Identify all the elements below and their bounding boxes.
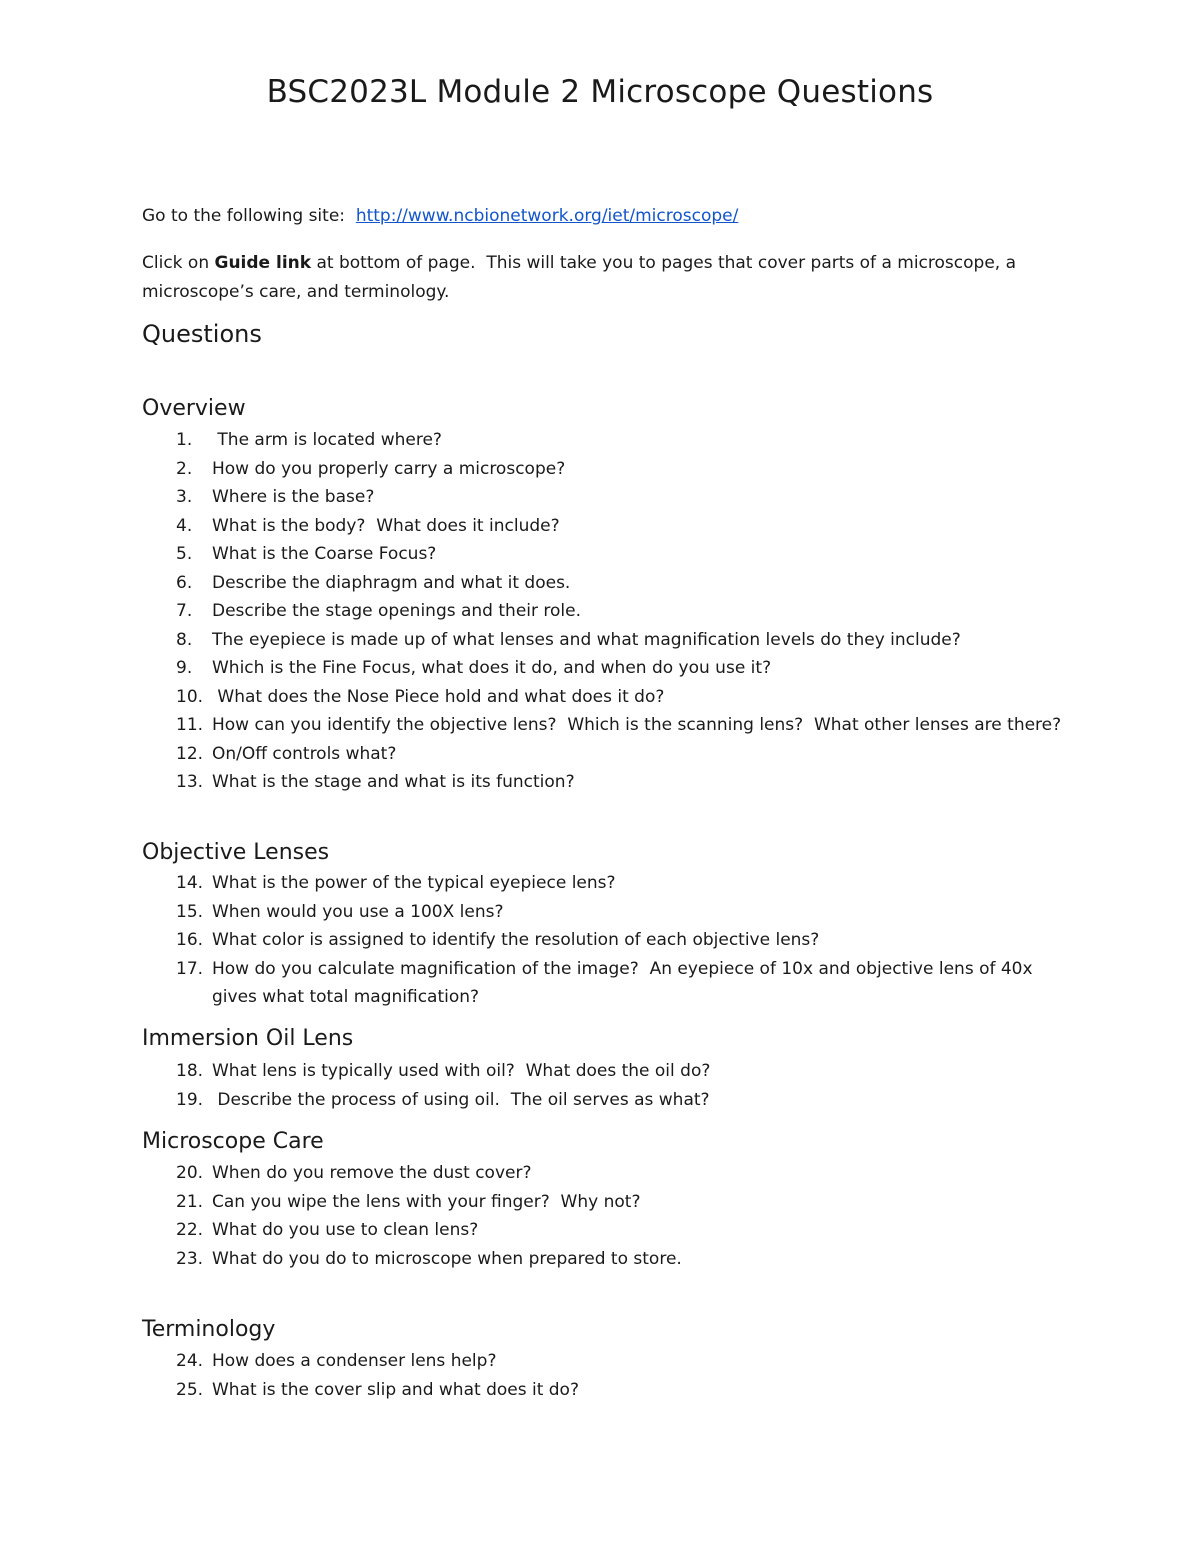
question-number: 13.	[176, 772, 204, 792]
question-number: 12.	[176, 743, 204, 764]
question-item	[176, 1057, 1066, 1086]
question-text: Which is the Fine Focus, what does it do, and when do you use it?	[212, 658, 772, 678]
section-heading-objective-lenses: Objective Lenses	[142, 840, 330, 865]
question-text: What do you do to microscope when prepared to store.	[212, 1248, 682, 1269]
question-number: 8.	[176, 629, 193, 650]
question-item	[176, 683, 1066, 712]
question-number: 17.	[176, 958, 204, 979]
question-item	[176, 540, 1066, 569]
question-list-microscope-care	[176, 1159, 1066, 1273]
intro-click-paragraph	[142, 249, 1062, 307]
question-number: 5.	[176, 544, 193, 564]
question-item	[176, 597, 1066, 626]
microscope-site-link[interactable]: http://www.ncbionetwork.org/iet/microscope/	[355, 206, 739, 226]
question-number: 3.	[176, 487, 193, 507]
question-number: 4.	[176, 515, 193, 536]
question-item	[176, 711, 1066, 740]
question-text: What is the body? What does it include?	[212, 515, 560, 536]
question-item	[176, 1216, 1066, 1245]
question-text: The eyepiece is made up of what lenses and what magnification levels do they include?	[212, 629, 961, 650]
question-number: 18.	[176, 1061, 204, 1081]
question-text: How do you calculate magnification of the image? An eyepiece of 10x and objective lens of 40x gives what total magnification?	[212, 958, 1038, 1007]
question-item	[176, 740, 1066, 769]
question-item	[176, 1188, 1066, 1217]
question-number: 21.	[176, 1191, 204, 1212]
question-number: 24.	[176, 1351, 204, 1371]
question-text: Describe the process of using oil. The oil serves as what?	[212, 1089, 710, 1110]
question-item	[176, 768, 1066, 797]
question-number: 25.	[176, 1379, 204, 1400]
question-item	[176, 455, 1066, 484]
question-item	[176, 569, 1066, 598]
question-number: 14.	[176, 873, 204, 893]
question-number: 6.	[176, 572, 193, 593]
question-item	[176, 1376, 1066, 1405]
question-text: Where is the base?	[212, 487, 375, 507]
question-item	[176, 898, 1066, 927]
question-number: 19.	[176, 1089, 204, 1110]
question-number: 11.	[176, 715, 204, 735]
question-number: 15.	[176, 901, 204, 922]
question-number: 2.	[176, 458, 193, 479]
question-text: What lens is typically used with oil? What does the oil do?	[212, 1061, 711, 1081]
question-text: What color is assigned to identify the resolution of each objective lens?	[212, 930, 820, 950]
question-text: The arm is located where?	[212, 430, 442, 450]
question-item	[176, 926, 1066, 955]
question-number: 1.	[176, 430, 193, 450]
question-list-objective-lenses	[176, 869, 1066, 1012]
section-heading-immersion-oil-lens: Immersion Oil Lens	[142, 1026, 354, 1051]
question-item	[176, 1347, 1066, 1376]
question-text: Describe the stage openings and their role.	[212, 601, 581, 621]
question-text: Can you wipe the lens with your finger? Why not?	[212, 1191, 641, 1212]
question-text: What is the power of the typical eyepiece lens?	[212, 873, 616, 893]
question-item	[176, 1086, 1066, 1115]
question-item	[176, 426, 1066, 455]
section-heading-overview: Overview	[142, 396, 246, 421]
question-number: 20.	[176, 1163, 204, 1183]
question-text: What is the cover slip and what does it do?	[212, 1379, 579, 1400]
question-text: What is the stage and what is its function?	[212, 772, 575, 792]
click-suffix: at bottom of page. This will take you to pages that cover parts of a microscope, a microscope’s care, and terminology.	[142, 253, 1022, 302]
question-text: Describe the diaphragm and what it does.	[212, 572, 571, 593]
question-text: On/Off controls what?	[212, 743, 397, 764]
question-item	[176, 869, 1066, 898]
goto-label: Go to the following site:	[142, 206, 356, 226]
question-text: When would you use a 100X lens?	[212, 901, 504, 922]
question-number: 16.	[176, 930, 204, 950]
question-item	[176, 1159, 1066, 1188]
section-heading-microscope-care: Microscope Care	[142, 1129, 324, 1154]
question-item	[176, 626, 1066, 655]
question-number: 9.	[176, 658, 193, 678]
document-title: BSC2023L Module 2 Microscope Questions	[266, 74, 934, 110]
question-item	[176, 512, 1066, 541]
question-text: How do you properly carry a microscope?	[212, 458, 566, 479]
question-list-overview	[176, 426, 1066, 797]
question-number: 7.	[176, 601, 193, 621]
click-prefix: Click on	[142, 253, 215, 273]
question-text: What does the Nose Piece hold and what does it do?	[212, 686, 665, 707]
question-text: What is the Coarse Focus?	[212, 544, 437, 564]
question-item	[176, 955, 1066, 1012]
intro-goto-paragraph	[142, 202, 1062, 231]
question-item	[176, 1245, 1066, 1274]
question-list-immersion-oil-lens	[176, 1057, 1066, 1114]
question-item	[176, 483, 1066, 512]
guide-link-text: Guide link	[214, 253, 312, 273]
question-number: 10.	[176, 686, 204, 707]
question-text: How does a condenser lens help?	[212, 1351, 497, 1371]
question-list-terminology	[176, 1347, 1066, 1404]
question-item	[176, 654, 1066, 683]
section-heading-terminology: Terminology	[142, 1317, 276, 1342]
question-number: 23.	[176, 1248, 204, 1269]
question-text: How can you identify the objective lens? Which is the scanning lens? What other lenses are there?	[212, 715, 1062, 735]
question-text: What do you use to clean lens?	[212, 1220, 479, 1240]
question-text: When do you remove the dust cover?	[212, 1163, 532, 1183]
questions-heading: Questions	[142, 320, 262, 348]
question-number: 22.	[176, 1220, 204, 1240]
